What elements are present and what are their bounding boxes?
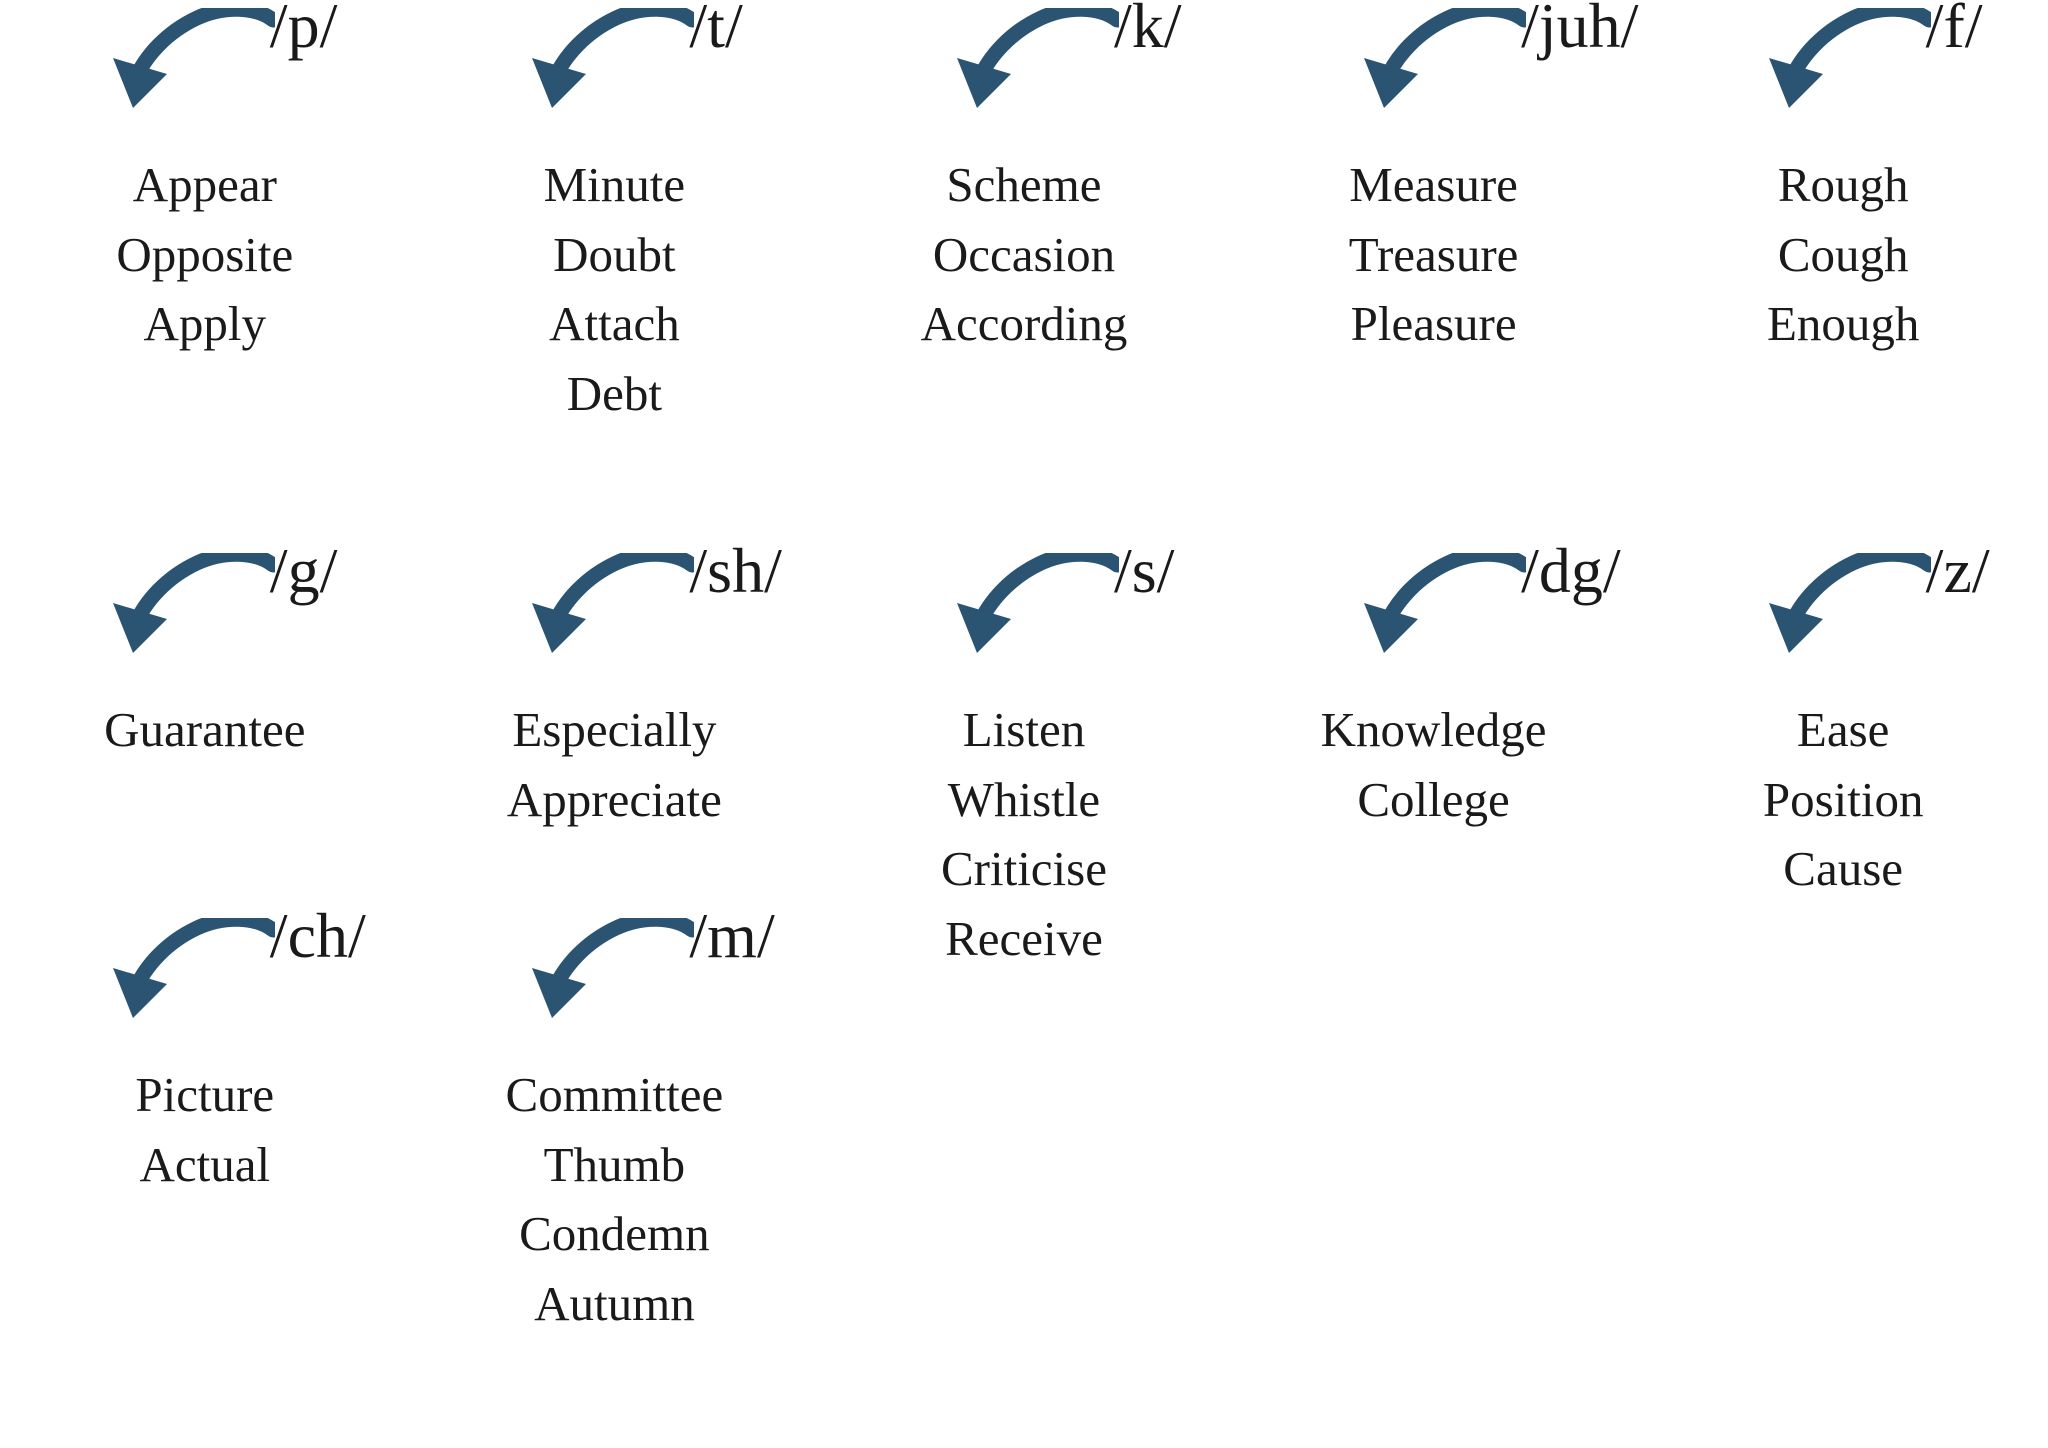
curved-down-arrow-icon	[1356, 553, 1526, 673]
word-item: Debt	[566, 365, 663, 421]
word-list	[410, 150, 820, 428]
phoneme-label: /k/	[1113, 0, 1182, 61]
word-item: Enough	[1766, 296, 1920, 352]
word-item: Committee	[505, 1067, 724, 1122]
phoneme-header	[1638, 535, 2048, 695]
word-list	[819, 150, 1229, 359]
phoneme-header	[819, 0, 1229, 150]
word-list	[1229, 695, 1639, 834]
word-item: Condemn	[519, 1206, 710, 1262]
phoneme-row-1	[0, 0, 2048, 428]
word-item: Cough	[1777, 226, 1909, 282]
phoneme-group-k	[819, 0, 1229, 428]
word-item: Ease	[1796, 702, 1890, 757]
phoneme-header	[1229, 535, 1639, 695]
phoneme-header	[410, 535, 820, 695]
word-list	[1638, 695, 2048, 904]
phoneme-label: /g/	[269, 535, 338, 606]
phoneme-header	[0, 0, 410, 150]
word-list	[1229, 150, 1639, 359]
word-list	[0, 150, 410, 359]
word-list	[1638, 150, 2048, 359]
word-item: Doubt	[553, 226, 676, 282]
word-item: Scheme	[946, 157, 1102, 212]
word-item: Treasure	[1348, 226, 1519, 282]
curved-down-arrow-icon	[105, 918, 275, 1038]
word-item: Picture	[135, 1067, 275, 1122]
word-item: Attach	[549, 296, 680, 352]
word-item: Pleasure	[1350, 296, 1517, 352]
curved-down-arrow-icon	[524, 8, 694, 128]
word-item: Apply	[143, 296, 267, 352]
word-item: Appreciate	[506, 771, 722, 827]
word-item: Receive	[945, 910, 1103, 966]
word-item: Occasion	[932, 226, 1116, 282]
phoneme-row-3	[0, 900, 2048, 1338]
empty-cell	[1638, 910, 2048, 1338]
phoneme-group-ch	[0, 900, 410, 1338]
phoneme-label: /t/	[689, 0, 743, 61]
phoneme-header	[0, 900, 410, 1060]
word-item: Autumn	[534, 1275, 695, 1331]
curved-down-arrow-icon	[1761, 8, 1931, 128]
phoneme-group-p	[0, 0, 410, 428]
empty-cell	[819, 910, 1229, 1338]
word-item: Criticise	[940, 841, 1107, 897]
phoneme-label: /s/	[1113, 535, 1175, 606]
curved-down-arrow-icon	[105, 553, 275, 673]
curved-down-arrow-icon	[105, 8, 275, 128]
word-item: Guarantee	[104, 702, 306, 757]
phoneme-label: /z/	[1925, 535, 1990, 606]
curved-down-arrow-icon	[949, 553, 1119, 673]
curved-down-arrow-icon	[1356, 8, 1526, 128]
word-item: Actual	[139, 1136, 271, 1192]
phoneme-group-m	[410, 900, 820, 1338]
word-list	[410, 695, 820, 834]
curved-down-arrow-icon	[524, 553, 694, 673]
curved-down-arrow-icon	[1761, 553, 1931, 673]
phoneme-group-juh	[1229, 0, 1639, 428]
phoneme-label: /dg/	[1521, 535, 1621, 606]
phoneme-label: /f/	[1925, 0, 1983, 61]
word-item: Minute	[543, 157, 686, 212]
word-item: Opposite	[116, 226, 294, 282]
word-item: Cause	[1783, 841, 1904, 897]
curved-down-arrow-icon	[524, 918, 694, 1038]
word-item: Whistle	[947, 771, 1101, 827]
word-item: College	[1357, 771, 1510, 827]
word-item: Measure	[1349, 157, 1518, 212]
phoneme-label: /juh/	[1521, 0, 1639, 61]
phoneme-header	[819, 535, 1229, 695]
phoneme-header	[410, 900, 820, 1060]
word-list	[0, 1060, 410, 1199]
phoneme-header	[1229, 0, 1639, 150]
word-item: Listen	[962, 702, 1086, 757]
word-item: Especially	[512, 702, 717, 757]
phoneme-label: /m/	[689, 900, 775, 971]
phoneme-header	[410, 0, 820, 150]
phoneme-label: /ch/	[269, 900, 366, 971]
word-list	[410, 1060, 820, 1338]
phoneme-group-t	[410, 0, 820, 428]
phoneme-group-f	[1638, 0, 2048, 428]
phoneme-header	[1638, 0, 2048, 150]
empty-cell	[1229, 910, 1639, 1338]
word-list	[0, 695, 410, 765]
word-item: Position	[1762, 771, 1924, 827]
curved-down-arrow-icon	[949, 8, 1119, 128]
word-item: Rough	[1777, 157, 1909, 212]
word-item: Knowledge	[1320, 702, 1547, 757]
phoneme-label: /p/	[269, 0, 338, 61]
phoneme-header	[0, 535, 410, 695]
word-item: Thumb	[543, 1136, 686, 1192]
word-item: According	[920, 296, 1128, 352]
word-item: Appear	[132, 157, 277, 212]
phoneme-label: /sh/	[689, 535, 782, 606]
